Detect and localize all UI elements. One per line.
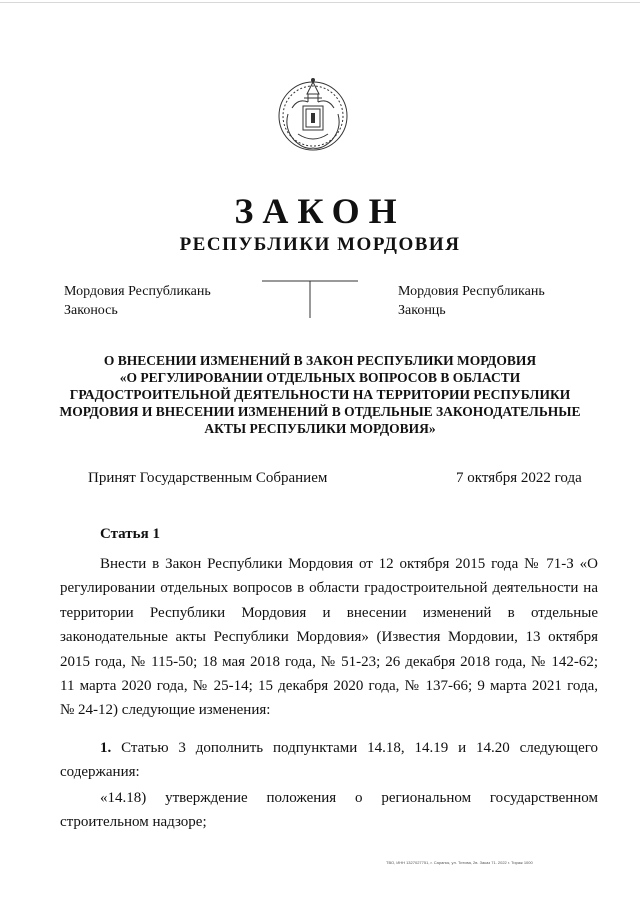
paragraph-line: законодательные акты Республики Мордовия» (Известия Мордовии, 13 октября — [60, 629, 598, 646]
item-text: Статью 3 дополнить подпунктами 14.18, 14.19 и 14.20 следующего — [121, 740, 598, 756]
paragraph-line: территории Республики Мордовия и внесении изменений в отдельные — [60, 604, 598, 621]
adoption-date: 7 октября 2022 года — [456, 470, 582, 486]
paragraph-line: содержания: — [60, 764, 140, 781]
moksha-title-block — [64, 282, 211, 320]
law-title-line: ГРАДОСТРОИТЕЛЬНОЙ ДЕЯТЕЛЬНОСТИ НА ТЕРРИТОРИИ РЕСПУБЛИКИ — [69, 387, 571, 402]
law-title-line: «О РЕГУЛИРОВАНИИ ОТДЕЛЬНЫХ ВОПРОСОВ В ОБЛАСТИ — [119, 370, 521, 385]
document-title: ЗАКОН — [234, 191, 406, 231]
subitem-paragraph — [60, 786, 598, 835]
law-title-line: МОРДОВИЯ И ВНЕСЕНИИ ИЗМЕНЕНИЙ В ОТДЕЛЬНЫЕ ЗАКОНОДАТЕЛЬНЫЕ — [59, 404, 581, 419]
moksha-title-line: Мордовия Республикань — [64, 284, 211, 299]
paragraph-line: «14.18) утверждение положения о региональном государственном — [100, 790, 598, 806]
item-number: 1. — [100, 740, 112, 756]
erzya-title-line: Мордовия Республикань — [398, 284, 545, 299]
law-title — [40, 352, 600, 437]
paragraph-line: регулировании отдельных вопросов в области градостроительной деятельности на — [60, 580, 598, 597]
coat-of-arms-emblem — [268, 68, 358, 158]
moksha-title-line: Законось — [64, 303, 118, 318]
article-heading: Статья 1 — [100, 526, 160, 542]
law-title-line: О ВНЕСЕНИИ ИЗМЕНЕНИЙ В ЗАКОН РЕСПУБЛИКИ МОРДОВИЯ — [103, 353, 537, 368]
paragraph-line: строительном надзоре; — [60, 814, 207, 831]
top-border-line — [0, 2, 640, 3]
title-separator — [262, 280, 358, 320]
law-title-line: АКТЫ РЕСПУБЛИКИ МОРДОВИЯ» — [204, 421, 436, 436]
article-paragraph — [60, 552, 598, 723]
paragraph-line: № 24-12) следующие изменения: — [60, 702, 271, 719]
item-paragraph — [60, 736, 598, 785]
paragraph-line: 11 марта 2020 года, № 25-14; 15 декабря 2020 года, № 137-66; 9 марта 2021 года, — [60, 678, 598, 695]
paragraph-line — [60, 736, 598, 760]
erzya-title-block — [398, 282, 545, 320]
erzya-title-line: Законць — [398, 303, 446, 318]
adopted-by: Принят Государственным Собранием — [88, 470, 328, 486]
printing-imprint: ТВО, ИНН 1327027751, г. Саранск, ул. Титова, 2в. Заказ 71. 2022 г. Тираж 1000 — [386, 860, 533, 865]
document-subtitle: РЕСПУБЛИКИ МОРДОВИЯ — [179, 234, 461, 255]
paragraph-line: Внести в Закон Республики Мордовия от 12 октября 2015 года № 71-З «О — [100, 556, 598, 572]
paragraph-line: 2015 года, № 115-50; 18 мая 2018 года, № 51-23; 26 декабря 2018 года, № 142-62; — [60, 653, 598, 670]
